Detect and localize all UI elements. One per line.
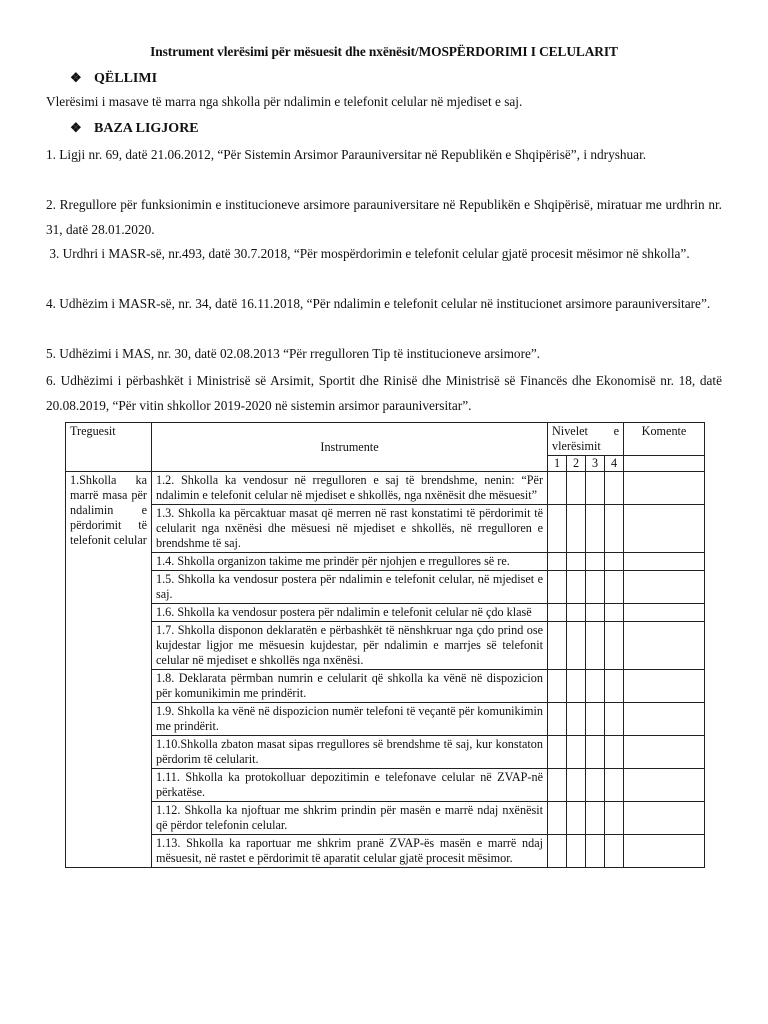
criterion-text: 1.2. Shkolla ka vendosur në rregulloren e saj të brendshme, nenin: “Për ndalimin e telefonit celular në mjediset e shkollës, nga nxënësit dhe mësuesit” bbox=[152, 472, 548, 505]
section-heading-purpose bbox=[70, 70, 157, 87]
level-1-cell[interactable] bbox=[548, 505, 567, 553]
legal-item-5: 5. Udhëzimi i MAS, nr. 30, datë 02.08.2013 “Për rregulloren Tip të institucioneve arsimore”. bbox=[46, 346, 541, 361]
section-heading-legal-basis bbox=[70, 120, 199, 137]
level-1-cell[interactable] bbox=[548, 472, 567, 505]
level-1-cell[interactable] bbox=[548, 769, 567, 802]
comment-cell[interactable] bbox=[624, 736, 705, 769]
legal-item-2: 2. Rregullore për funksionimin e institucioneve arsimore parauniversitare në Republikën e Shqipërisë, miratuar me urdhrin nr. 31, datë 28.01.2020. bbox=[46, 197, 722, 237]
level-2-cell[interactable] bbox=[567, 472, 586, 505]
comment-cell[interactable] bbox=[624, 802, 705, 835]
level-2-cell[interactable] bbox=[567, 505, 586, 553]
criterion-text: 1.12. Shkolla ka njoftuar me shkrim prindin për masën e marrë ndaj nxënësit që përdor telefonin celular. bbox=[152, 802, 548, 835]
level-2-header: 2 bbox=[567, 456, 586, 472]
document-title: Instrument vlerësimi për mësuesit dhe nxënësit/MOSPËRDORIMI I CELULARIT bbox=[150, 44, 618, 59]
table-row bbox=[66, 571, 705, 604]
level-4-cell[interactable] bbox=[605, 505, 624, 553]
level-3-cell[interactable] bbox=[586, 472, 605, 505]
heading-text: QËLLIMI bbox=[94, 71, 158, 86]
indicator-cell: 1.Shkolla ka marrë masa për ndalimin e përdorimit të telefonit celular bbox=[66, 472, 152, 868]
legal-item-1: 1. Ligji nr. 69, datë 21.06.2012, “Për Sistemin Arsimor Parauniversitar në Republikën e Shqipërisë”, i ndryshuar. bbox=[46, 147, 647, 162]
level-4-cell[interactable] bbox=[605, 802, 624, 835]
level-1-cell[interactable] bbox=[548, 604, 567, 622]
comment-cell[interactable] bbox=[624, 835, 705, 868]
comment-cell[interactable] bbox=[624, 553, 705, 571]
level-1-cell[interactable] bbox=[548, 802, 567, 835]
level-2-cell[interactable] bbox=[567, 553, 586, 571]
level-4-cell[interactable] bbox=[605, 604, 624, 622]
criterion-text: 1.5. Shkolla ka vendosur postera për ndalimin e telefonit celular, në mjediset e saj. bbox=[152, 571, 548, 604]
table-row bbox=[66, 472, 705, 505]
criterion-text: 1.9. Shkolla ka vënë në dispozicion numër telefoni të veçantë për komunikimin me prindërit. bbox=[152, 703, 548, 736]
diamond-bullet-icon: ❖ bbox=[70, 120, 82, 135]
level-4-cell[interactable] bbox=[605, 736, 624, 769]
criterion-text: 1.8. Deklarata përmban numrin e celularit që shkolla ka vënë në dispozicion për komunikimin me prindërit. bbox=[152, 670, 548, 703]
table-row bbox=[66, 604, 705, 622]
comment-cell[interactable] bbox=[624, 670, 705, 703]
level-1-cell[interactable] bbox=[548, 670, 567, 703]
comment-cell[interactable] bbox=[624, 604, 705, 622]
level-3-cell[interactable] bbox=[586, 604, 605, 622]
level-3-cell[interactable] bbox=[586, 505, 605, 553]
header-levels: Nivelet e vlerësimit bbox=[548, 423, 624, 456]
level-3-cell[interactable] bbox=[586, 736, 605, 769]
table-row bbox=[66, 622, 705, 670]
heading-text: BAZA LIGJORE bbox=[94, 121, 199, 136]
level-1-cell[interactable] bbox=[548, 736, 567, 769]
criterion-text: 1.13. Shkolla ka raportuar me shkrim pranë ZVAP-ës masën e marrë ndaj mësuesit, në rastet e përdorimit të aparatit celular gjatë procesit mësimor. bbox=[152, 835, 548, 868]
level-3-cell[interactable] bbox=[586, 802, 605, 835]
comment-cell[interactable] bbox=[624, 703, 705, 736]
comment-cell[interactable] bbox=[624, 571, 705, 604]
legal-item-6: 6. Udhëzimi i përbashkët i Ministrisë së Arsimit, Sportit dhe Rinisë dhe Ministrisë së Financës dhe Ekonomisë nr. 18, datë 20.08.2019, “Për vitin shkollor 2019-2020 në sistemin arsimor parauniversitar”. bbox=[46, 373, 722, 413]
comment-cell[interactable] bbox=[624, 622, 705, 670]
table-row bbox=[66, 505, 705, 553]
level-4-cell[interactable] bbox=[605, 553, 624, 571]
level-2-cell[interactable] bbox=[567, 670, 586, 703]
table-row bbox=[66, 802, 705, 835]
level-3-cell[interactable] bbox=[586, 571, 605, 604]
level-1-cell[interactable] bbox=[548, 835, 567, 868]
level-4-cell[interactable] bbox=[605, 571, 624, 604]
level-1-cell[interactable] bbox=[548, 553, 567, 571]
level-4-cell[interactable] bbox=[605, 472, 624, 505]
table-row bbox=[66, 670, 705, 703]
level-1-cell[interactable] bbox=[548, 703, 567, 736]
comment-cell[interactable] bbox=[624, 472, 705, 505]
table-row bbox=[66, 553, 705, 571]
level-4-cell[interactable] bbox=[605, 835, 624, 868]
level-1-cell[interactable] bbox=[548, 622, 567, 670]
criterion-text: 1.6. Shkolla ka vendosur postera për ndalimin e telefonit celular në çdo klasë bbox=[152, 604, 548, 622]
table-row bbox=[66, 703, 705, 736]
purpose-paragraph: Vlerësimi i masave të marra nga shkolla për ndalimin e telefonit celular në mjediset e saj. bbox=[46, 94, 523, 109]
level-4-cell[interactable] bbox=[605, 670, 624, 703]
level-3-cell[interactable] bbox=[586, 703, 605, 736]
level-3-header: 3 bbox=[586, 456, 605, 472]
criterion-text: 1.10.Shkolla zbaton masat sipas rregullores së brendshme të saj, kur konstaton përdorim të celularit. bbox=[152, 736, 548, 769]
level-3-cell[interactable] bbox=[586, 553, 605, 571]
level-3-cell[interactable] bbox=[586, 670, 605, 703]
header-indicators: Treguesit bbox=[66, 423, 152, 472]
legal-item-4: 4. Udhëzim i MASR-së, nr. 34, datë 16.11.2018, “Për ndalimin e telefonit celular në institucionet arsimore parauniversitare”. bbox=[46, 296, 711, 311]
level-2-cell[interactable] bbox=[567, 835, 586, 868]
level-1-cell[interactable] bbox=[548, 571, 567, 604]
table-row bbox=[66, 835, 705, 868]
level-4-header: 4 bbox=[605, 456, 624, 472]
level-2-cell[interactable] bbox=[567, 802, 586, 835]
level-4-cell[interactable] bbox=[605, 622, 624, 670]
level-3-cell[interactable] bbox=[586, 769, 605, 802]
level-4-cell[interactable] bbox=[605, 769, 624, 802]
level-3-cell[interactable] bbox=[586, 835, 605, 868]
level-2-cell[interactable] bbox=[567, 703, 586, 736]
level-2-cell[interactable] bbox=[567, 571, 586, 604]
level-2-cell[interactable] bbox=[567, 736, 586, 769]
comments-subheader bbox=[624, 456, 705, 472]
header-comments: Komente bbox=[624, 423, 705, 456]
level-2-cell[interactable] bbox=[567, 769, 586, 802]
criterion-text: 1.7. Shkolla disponon deklaratën e përbashkët të nënshkruar nga çdo prind ose kujdestar ligjor me mësuesin kujdestar, për ndalimin e marrjes së telefonit celular në mjediset e shkollës nga nxënësi. bbox=[152, 622, 548, 670]
comment-cell[interactable] bbox=[624, 505, 705, 553]
table-row bbox=[66, 769, 705, 802]
level-2-cell[interactable] bbox=[567, 622, 586, 670]
header-instruments: Instrumente bbox=[152, 423, 548, 472]
legal-item-3: 3. Urdhri i MASR-së, nr.493, datë 30.7.2018, “Për mospërdorimin e telefonit celular gjatë procesit mësimor në shkolla”. bbox=[46, 246, 690, 261]
diamond-bullet-icon: ❖ bbox=[70, 70, 82, 85]
criterion-text: 1.4. Shkolla organizon takime me prindër për njohjen e rregullores së re. bbox=[152, 553, 548, 571]
level-3-cell[interactable] bbox=[586, 622, 605, 670]
level-1-header: 1 bbox=[548, 456, 567, 472]
level-2-cell[interactable] bbox=[567, 604, 586, 622]
comment-cell[interactable] bbox=[624, 769, 705, 802]
table-row bbox=[66, 736, 705, 769]
criterion-text: 1.3. Shkolla ka përcaktuar masat që merren në rast konstatimi të përdorimit të celularit nga nxënësi dhe mësuesi në mjediset e shkollës, në rregulloren e brendshme të saj. bbox=[152, 505, 548, 553]
level-4-cell[interactable] bbox=[605, 703, 624, 736]
assessment-table bbox=[65, 422, 705, 868]
criterion-text: 1.11. Shkolla ka protokolluar depozitimin e telefonave celular në ZVAP-në përkatëse. bbox=[152, 769, 548, 802]
